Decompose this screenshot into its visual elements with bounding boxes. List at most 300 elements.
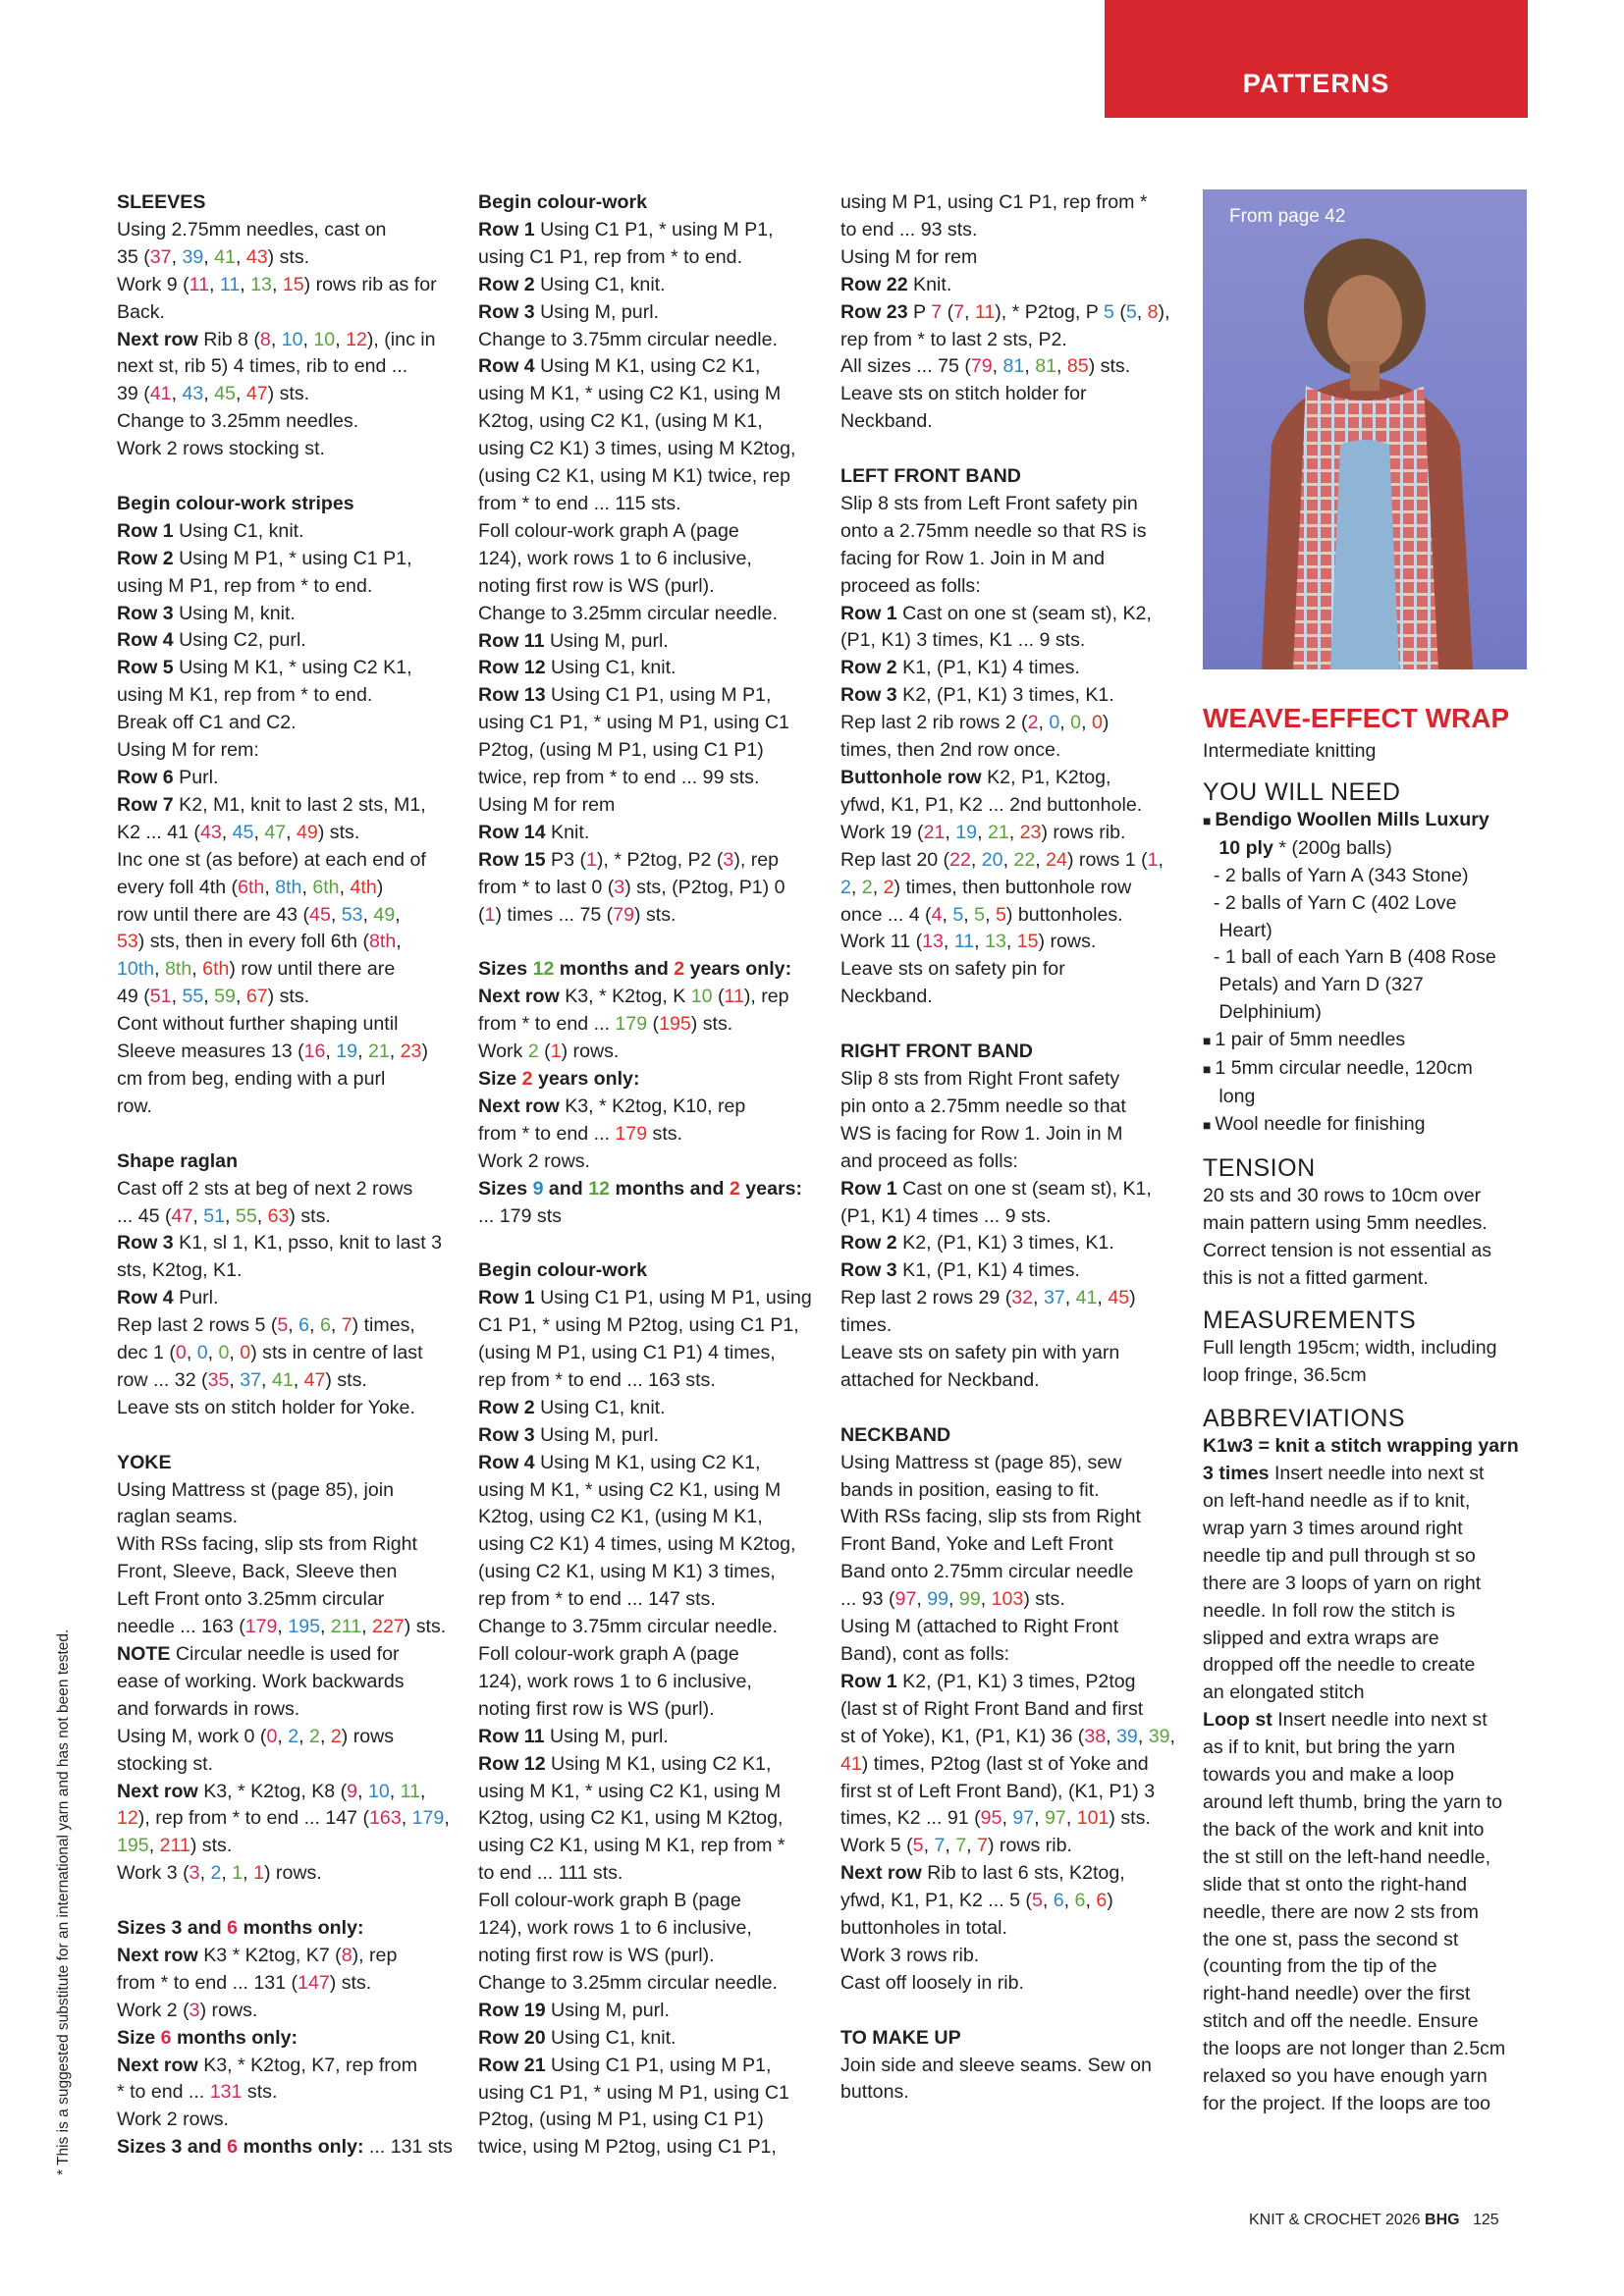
bold-text: 12 — [588, 1177, 610, 1200]
text: ) — [1102, 712, 1110, 734]
size-value: 38 — [1084, 1725, 1107, 1747]
needles-item: ■ 1 pair of 5mm needles — [1203, 1027, 1527, 1055]
text-line — [478, 875, 802, 902]
text: Using M (attached to Right Front — [840, 1616, 1119, 1638]
size-value: 45 — [309, 903, 331, 926]
paragraph-gap — [117, 1121, 441, 1148]
text-line — [840, 1970, 1164, 1998]
text-line — [478, 1285, 812, 1312]
text: Using M for rem: — [117, 739, 259, 762]
text-line — [840, 1751, 1164, 1779]
text-line — [117, 1395, 441, 1422]
size-value: 0 — [1049, 712, 1060, 734]
text-line — [117, 2134, 453, 2162]
text: Change to 3.25mm needles. — [117, 410, 359, 433]
text: buttons. — [840, 2081, 909, 2104]
text-line — [840, 792, 1164, 820]
text: , — [974, 931, 986, 953]
text: , — [229, 1368, 241, 1391]
text: , — [335, 328, 347, 350]
size-value: 41 — [840, 1752, 862, 1775]
text: using M K1, rep from * to end. — [117, 684, 373, 707]
bold-text: Row 1 — [478, 218, 535, 240]
text: , — [330, 1314, 342, 1337]
bold-text: Row 4 — [117, 1287, 174, 1309]
text-line — [840, 408, 1164, 436]
size-value: 39 — [182, 245, 204, 268]
text: for the project. If the loops are too — [1203, 2092, 1490, 2114]
text-line — [117, 1367, 441, 1395]
text-line — [1203, 1789, 1527, 1817]
text: using C1 P1, * using M P1, using C1 — [478, 2081, 789, 2104]
text: WS is facing for Row 1. Join in M — [840, 1122, 1123, 1145]
text: ) rows. — [263, 1862, 322, 1885]
bold-text: Row 2 — [478, 273, 535, 295]
text-line — [840, 1559, 1164, 1586]
text-line — [478, 1094, 802, 1121]
text-line — [478, 436, 802, 463]
bold-text: Row 21 — [478, 2054, 546, 2076]
text: Using M, purl. — [544, 1725, 669, 1747]
text: Inc one st (as before) at each end of — [117, 848, 426, 871]
text: cm from beg, ending with a purl — [117, 1067, 386, 1090]
text-line — [1203, 1516, 1527, 1543]
size-value: 51 — [203, 1204, 226, 1227]
text: Sleeve measures 13 ( — [117, 1041, 304, 1063]
size-value: 1 — [1147, 848, 1159, 871]
text-line — [478, 902, 802, 930]
text: Work — [478, 1041, 528, 1063]
text-line — [117, 956, 441, 984]
bold-text: Row 3 — [840, 684, 897, 707]
text: Purl. — [173, 767, 219, 789]
text: K2 ... 41 ( — [117, 821, 200, 843]
text: Insert needle into next st — [1269, 1463, 1485, 1485]
text-line — [1203, 1461, 1527, 1488]
bold-text: Row 1 — [117, 519, 174, 542]
text-line — [840, 1504, 1164, 1531]
text: , — [1001, 1807, 1013, 1830]
text-line — [117, 1257, 441, 1285]
circular-needle-item: ■ 1 5mm circular needle, 120cm — [1203, 1055, 1527, 1084]
text: right-hand needle) over the first — [1203, 1983, 1471, 2005]
text: Work 2 rows. — [478, 1149, 590, 1172]
text-line — [478, 682, 802, 710]
text-line — [840, 1943, 1164, 1970]
text: the one st, pass the second st — [1203, 1928, 1459, 1950]
size-value: 63 — [267, 1204, 290, 1227]
text: , — [154, 958, 166, 981]
text-line — [117, 792, 441, 820]
text-line — [840, 299, 1170, 327]
text: Work 11 ( — [840, 931, 923, 953]
text: , — [1106, 1725, 1117, 1747]
text: , — [1136, 300, 1148, 323]
size-value: 81 — [1035, 355, 1057, 378]
text: ), (inc in — [366, 328, 436, 350]
size-value: 5 — [912, 1835, 924, 1857]
text: K3, * K2tog, K10, rep — [559, 1095, 746, 1117]
tension-heading: TENSION — [1203, 1153, 1316, 1182]
text: Rib 8 ( — [197, 328, 260, 350]
size-value: 45 — [232, 821, 254, 843]
bold-text: Shape raglan — [117, 1149, 239, 1172]
text: , — [191, 958, 203, 981]
text-line — [840, 601, 1164, 628]
size-value: 2 — [840, 876, 851, 898]
text: , — [286, 821, 298, 843]
text: Knit. — [545, 821, 590, 843]
measurements-line: loop fringe, 36.5cm — [1203, 1364, 1367, 1387]
text: Using C1, knit. — [545, 2026, 677, 2049]
text-line — [117, 1641, 441, 1669]
text-line — [840, 2025, 1164, 2053]
paragraph-gap — [478, 1230, 802, 1257]
text: Using C2, purl. — [173, 629, 306, 652]
text-line — [478, 2134, 802, 2162]
text-line — [478, 1312, 802, 1340]
text: ) rows 1 ( — [1066, 848, 1148, 871]
size-value: 97 — [1012, 1807, 1035, 1830]
text-line — [840, 2079, 1164, 2107]
text-line — [840, 1257, 1164, 1285]
text-line — [117, 353, 441, 381]
size-value: 51 — [149, 986, 172, 1008]
text: , — [240, 273, 251, 295]
size-value: 99 — [958, 1588, 981, 1611]
text: , — [325, 1041, 337, 1063]
text-line — [840, 1724, 1175, 1751]
bold-text: 6 — [227, 1917, 239, 1940]
text-line — [117, 272, 441, 299]
text-line — [478, 655, 802, 682]
text: bands in position, easing to fit. — [840, 1478, 1100, 1501]
yarn-bd-text-2: Petals) and Yarn D (327 — [1218, 974, 1424, 996]
bold-text: Row 13 — [478, 684, 546, 707]
size-value: 39 — [1116, 1725, 1138, 1747]
text: , — [225, 1204, 236, 1227]
size-value: 53 — [341, 903, 363, 926]
text-line — [840, 463, 1164, 491]
text: P2tog, (using M P1, using C1 P1) — [478, 739, 764, 762]
bold-text: 2 — [729, 1177, 740, 1200]
size-value: 22 — [1013, 848, 1036, 871]
size-value: 11 — [953, 931, 975, 953]
text: slipped and extra wraps are — [1203, 1627, 1439, 1649]
text: Using M P1, * using C1 P1, — [173, 547, 412, 569]
text: sts. — [242, 2081, 278, 2104]
text: , — [261, 1368, 272, 1391]
size-value: 8th — [165, 958, 192, 981]
yarn-note: * (200g balls) — [1272, 836, 1392, 859]
text: Change to 3.75mm circular needle. — [478, 328, 778, 350]
text-line — [840, 381, 1164, 408]
text: K3, * K2tog, K7, rep from — [197, 2054, 418, 2076]
text: , — [389, 1041, 401, 1063]
yarn-a-text: - 2 balls of Yarn A (343 Stone) — [1213, 864, 1469, 886]
text: Using C1 P1, using M P1, using — [534, 1287, 812, 1309]
text: the st still on the left-hand needle, — [1203, 1845, 1491, 1868]
text-line — [478, 1586, 802, 1614]
text-line — [478, 1614, 802, 1641]
text-line — [1203, 1598, 1527, 1626]
text: Knit. — [907, 273, 952, 295]
text: , — [256, 1204, 268, 1227]
text: using C2 K1) 4 times, using M K2tog, — [478, 1533, 796, 1556]
size-value: 4th — [350, 876, 377, 898]
text: ) rows rib. — [1041, 821, 1126, 843]
bold-text: months only: — [238, 2136, 364, 2159]
text-line — [840, 217, 1164, 244]
text-line — [478, 2053, 802, 2080]
size-value: 97 — [1045, 1807, 1066, 1830]
text: facing for Row 1. Join in M and — [840, 547, 1106, 569]
text: wrap yarn 3 times around right — [1203, 1517, 1463, 1539]
yarn-ply-line — [1203, 835, 1527, 863]
text: pin onto a 2.75mm needle so that — [840, 1095, 1126, 1117]
text-line — [840, 1477, 1164, 1505]
text: sts. — [647, 1122, 683, 1145]
text-line — [117, 765, 441, 792]
text-line — [478, 1943, 802, 1970]
size-value: 13 — [250, 273, 272, 295]
text-line — [840, 189, 1164, 217]
text-line — [478, 1915, 802, 1943]
text-line — [117, 682, 441, 710]
bold-text: Row 11 — [478, 629, 545, 652]
text: Foll colour-work graph A (page — [478, 519, 739, 542]
text: , — [985, 903, 996, 926]
size-value: 11 — [974, 300, 996, 323]
text: Circular needle is used for — [170, 1642, 400, 1665]
size-value: 49 — [297, 821, 318, 843]
text-line — [117, 408, 441, 436]
size-value: 103 — [991, 1588, 1024, 1611]
text: row until there are 43 ( — [117, 903, 310, 926]
yarn-c-cont — [1203, 918, 1527, 945]
text-line — [117, 1696, 441, 1724]
text-line — [117, 491, 441, 518]
text-line — [117, 1998, 441, 2025]
size-value: 0 — [1091, 712, 1103, 734]
text-line — [840, 1614, 1164, 1641]
text-line — [1203, 1626, 1527, 1653]
text: K2tog, using C2 K1, (using M K1, — [478, 1506, 763, 1528]
size-value: 11 — [400, 1780, 420, 1802]
text: dropped off the needle to create — [1203, 1654, 1476, 1677]
text: from * to end ... 115 sts. — [478, 492, 681, 514]
text-line — [840, 272, 1164, 299]
text-line — [478, 546, 802, 573]
text-line — [478, 1203, 802, 1231]
text: , — [235, 986, 246, 1008]
text-line — [478, 1367, 802, 1395]
text-line — [117, 1340, 441, 1367]
bold-text: Row 14 — [478, 821, 546, 843]
text-line — [478, 1860, 802, 1888]
bold-text: Row 1 — [840, 1670, 897, 1692]
text: using M P1, rep from * to end. — [117, 574, 373, 597]
text: Work 19 ( — [840, 821, 924, 843]
text: Break off C1 and C2. — [117, 712, 297, 734]
size-value: 227 — [372, 1616, 405, 1638]
size-value: 85 — [1066, 355, 1089, 378]
size-value: 2 — [330, 1725, 342, 1747]
photo-caption: From page 42 — [1229, 206, 1346, 227]
text-line — [117, 1860, 441, 1888]
text: as if to knit, but bring the yarn — [1203, 1736, 1456, 1759]
size-value: 6th — [202, 958, 230, 981]
text: proceed as folls: — [840, 574, 981, 597]
text-line — [478, 1340, 802, 1367]
text-line — [117, 1039, 441, 1066]
text: yfwd, K1, P1, K2 ... 2nd buttonhole. — [840, 793, 1143, 816]
size-value: 55 — [182, 986, 204, 1008]
bold-text: months only: — [238, 1917, 364, 1940]
text-line — [840, 353, 1164, 381]
text: and forwards in rows. — [117, 1697, 300, 1720]
text-line — [1203, 1707, 1527, 1735]
text: P — [907, 300, 932, 323]
text: Slip 8 sts from Right Front safety — [840, 1067, 1120, 1090]
text-line — [478, 408, 802, 436]
text: , — [1034, 1807, 1046, 1830]
text: Rep last 2 rib rows 2 ( — [840, 712, 1028, 734]
size-value: 5 — [974, 903, 986, 926]
bold-text: Row 6 — [117, 767, 174, 789]
text: using C2 K1, using M K1, rep from * — [478, 1835, 785, 1857]
text-line — [478, 1805, 802, 1833]
bold-text: Next row — [117, 2054, 198, 2076]
size-value: 47 — [245, 383, 268, 405]
text: ( — [538, 1041, 551, 1063]
text: Cont without further shaping until — [117, 1013, 399, 1036]
text: Leave sts on stitch holder for Yoke. — [117, 1396, 415, 1418]
bold-text: Row 19 — [478, 1999, 546, 2021]
size-value: 179 — [615, 1013, 648, 1036]
text-line — [478, 518, 802, 546]
yarn-bd-text: - 1 ball of each Yarn B (408 Rose — [1213, 946, 1496, 969]
text: twice, using M P2tog, using C1 P1, — [478, 2136, 777, 2159]
bold-text: Row 3 — [117, 1232, 174, 1255]
text: Back. — [117, 300, 166, 323]
text: row ... 32 ( — [117, 1368, 208, 1391]
text-line — [117, 902, 441, 930]
text: ) rows rib as for — [303, 273, 437, 295]
text-line — [117, 847, 441, 875]
size-value: 6 — [1074, 1890, 1086, 1912]
size-value: 10 — [690, 986, 713, 1008]
text: Using M, purl. — [544, 629, 669, 652]
bold-text: Next row — [117, 1780, 198, 1802]
text: , — [362, 903, 374, 926]
text-line — [478, 217, 802, 244]
text-line — [840, 765, 1164, 792]
text: Work 2 rows stocking st. — [117, 438, 325, 460]
bold-text: Buttonhole row — [840, 767, 982, 789]
text-line — [117, 2107, 441, 2134]
size-value: 7 — [931, 300, 943, 323]
text-line — [478, 2025, 802, 2053]
text: , — [1064, 1287, 1076, 1309]
size-value: 11 — [189, 273, 210, 295]
text-line — [478, 1724, 802, 1751]
text: ) sts. — [690, 1013, 733, 1036]
yarn-item — [1203, 807, 1527, 835]
size-value: 67 — [245, 986, 268, 1008]
text: ) buttonholes. — [1005, 903, 1123, 926]
size-value: 41 — [214, 245, 236, 268]
size-value: 6th — [238, 876, 265, 898]
text-line — [478, 1039, 802, 1066]
yarn-brand: ■ Bendigo Woollen Mills Luxury — [1203, 809, 1489, 830]
text: from * to end ... — [478, 1122, 616, 1145]
text-line — [1203, 1571, 1527, 1598]
paragraph-gap — [840, 1011, 1164, 1039]
text-line — [840, 1285, 1164, 1312]
text: ) sts. — [634, 903, 677, 926]
text: , — [1024, 355, 1036, 378]
text: ( — [647, 1013, 660, 1036]
text: , — [357, 1780, 368, 1802]
text: ) — [421, 1041, 428, 1063]
text: K2, P1, K2tog, — [981, 767, 1111, 789]
size-value: 163 — [369, 1807, 402, 1830]
text-line — [478, 244, 802, 272]
bold-text: months only: — [171, 2026, 298, 2049]
size-value: 179 — [411, 1807, 445, 1830]
text: (last st of Right Front Band and first — [840, 1697, 1144, 1720]
size-value: 8th — [275, 876, 302, 898]
paragraph-gap — [840, 1395, 1164, 1422]
size-value: 10 — [367, 1780, 390, 1802]
text-line — [117, 1531, 441, 1559]
size-value: 12 — [117, 1807, 138, 1830]
text: , — [253, 821, 265, 843]
text: , — [1002, 848, 1014, 871]
text: , — [277, 1725, 289, 1747]
size-value: 8 — [1147, 300, 1159, 323]
text: towards you and make a loop — [1203, 1764, 1454, 1787]
text: around left thumb, bring the yarn to — [1203, 1791, 1502, 1813]
size-value: 79 — [970, 355, 993, 378]
text: , — [171, 383, 183, 405]
size-value: 23 — [1019, 821, 1042, 843]
size-value: 8 — [259, 328, 271, 350]
text: ... 45 ( — [117, 1204, 172, 1227]
tension-line: Correct tension is not essential as — [1203, 1239, 1492, 1261]
bold-text: Next row — [117, 328, 198, 350]
text-line — [478, 1504, 802, 1531]
size-value: 7 — [977, 1835, 988, 1857]
circular-needle-cont — [1203, 1084, 1527, 1111]
size-value: 211 — [330, 1616, 362, 1638]
text: , — [199, 1862, 211, 1885]
text: onto a 2.75mm needle so that RS is — [840, 519, 1147, 542]
text-line — [840, 1203, 1164, 1231]
text: Neckband. — [840, 986, 933, 1008]
text-line — [478, 1450, 802, 1477]
bold-text: Size — [117, 2026, 161, 2049]
text: ) sts. — [329, 1971, 372, 1994]
size-value: 1 — [550, 1041, 562, 1063]
text: Rep last 2 rows 5 ( — [117, 1314, 278, 1337]
size-value: 37 — [1043, 1287, 1065, 1309]
text: 35 ( — [117, 245, 150, 268]
text-line — [117, 601, 441, 628]
text: , — [1065, 1807, 1077, 1830]
text-line — [478, 710, 802, 737]
